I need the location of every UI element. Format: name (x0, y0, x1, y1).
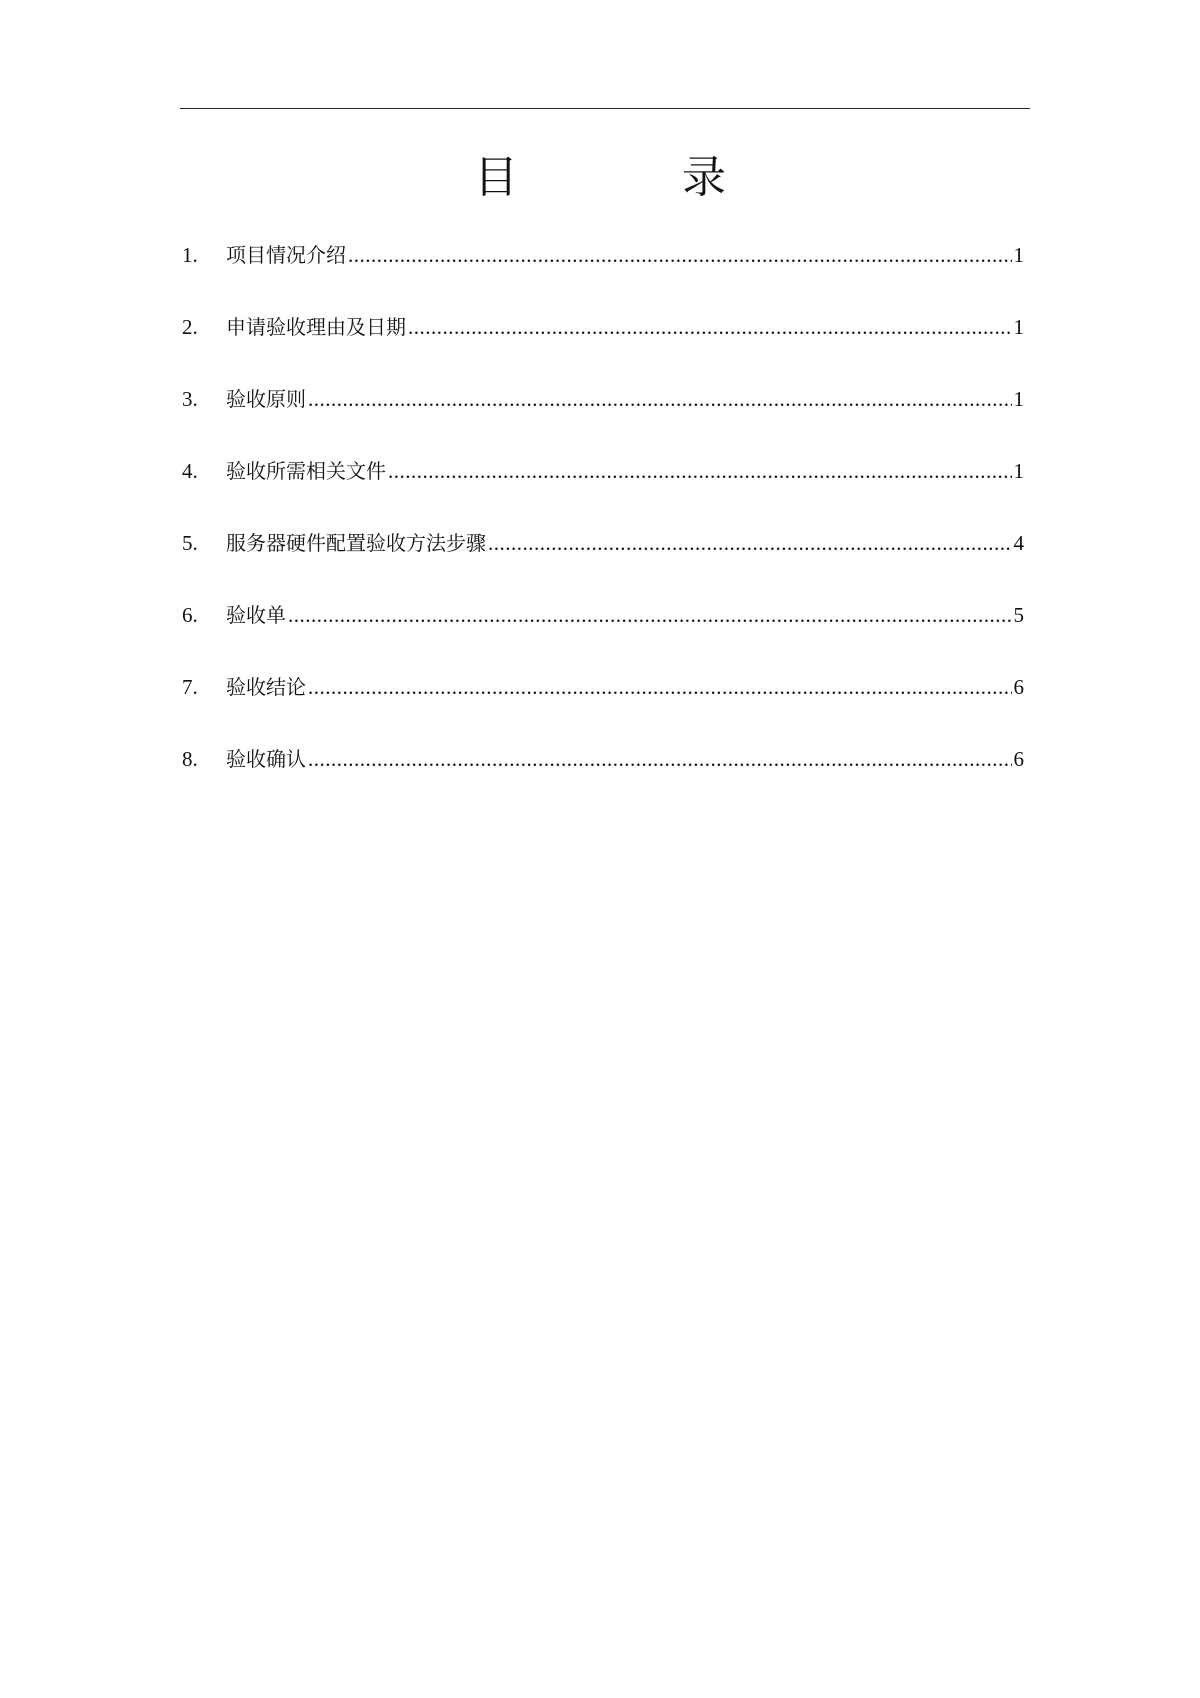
toc-entry[interactable] (182, 744, 1024, 816)
toc-entry-number: 2. (182, 315, 198, 339)
toc-entry-label: 验收确认 (226, 747, 306, 771)
toc-entry-label: 验收结论 (226, 675, 306, 699)
toc-entry[interactable] (182, 384, 1024, 456)
toc-entry[interactable] (182, 312, 1024, 384)
toc-entry-label: 验收所需相关文件 (226, 459, 386, 483)
toc-dot-leader (288, 600, 1012, 630)
toc-entry-label: 验收原则 (226, 387, 306, 411)
toc-dot-leader (308, 744, 1012, 774)
toc-list (182, 240, 1024, 816)
toc-entry-number: 7. (182, 675, 198, 699)
page-title: 目 录 (474, 152, 786, 203)
toc-entry-page: 4 (1013, 531, 1024, 555)
toc-entry-page: 1 (1013, 459, 1024, 483)
toc-entry-number: 4. (182, 459, 198, 483)
header-rule (180, 108, 1030, 109)
toc-entry-number: 3. (182, 387, 198, 411)
toc-dot-leader (348, 240, 1012, 270)
toc-entry-page: 5 (1013, 603, 1024, 627)
toc-entry-label: 验收单 (226, 603, 286, 627)
toc-entry-number: 8. (182, 747, 198, 771)
toc-entry-page: 1 (1013, 315, 1024, 339)
toc-entry-label: 项目情况介绍 (226, 243, 346, 267)
toc-dot-leader (388, 456, 1012, 486)
toc-entry-page: 6 (1013, 747, 1024, 771)
toc-entry-page: 6 (1013, 675, 1024, 699)
toc-entry[interactable] (182, 600, 1024, 672)
toc-dot-leader (488, 528, 1012, 558)
toc-entry[interactable] (182, 456, 1024, 528)
toc-entry-page: 1 (1013, 387, 1024, 411)
toc-dot-leader (308, 672, 1012, 702)
toc-dot-leader (308, 384, 1012, 414)
toc-entry-number: 5. (182, 531, 198, 555)
toc-entry[interactable] (182, 672, 1024, 744)
toc-entry-number: 1. (182, 243, 198, 267)
toc-entry[interactable] (182, 528, 1024, 600)
toc-dot-leader (408, 312, 1012, 342)
toc-entry-label: 申请验收理由及日期 (226, 315, 406, 339)
toc-entry-number: 6. (182, 603, 198, 627)
toc-entry[interactable] (182, 240, 1024, 312)
toc-entry-label: 服务器硬件配置验收方法步骤 (226, 531, 486, 555)
toc-entry-page: 1 (1013, 243, 1024, 267)
